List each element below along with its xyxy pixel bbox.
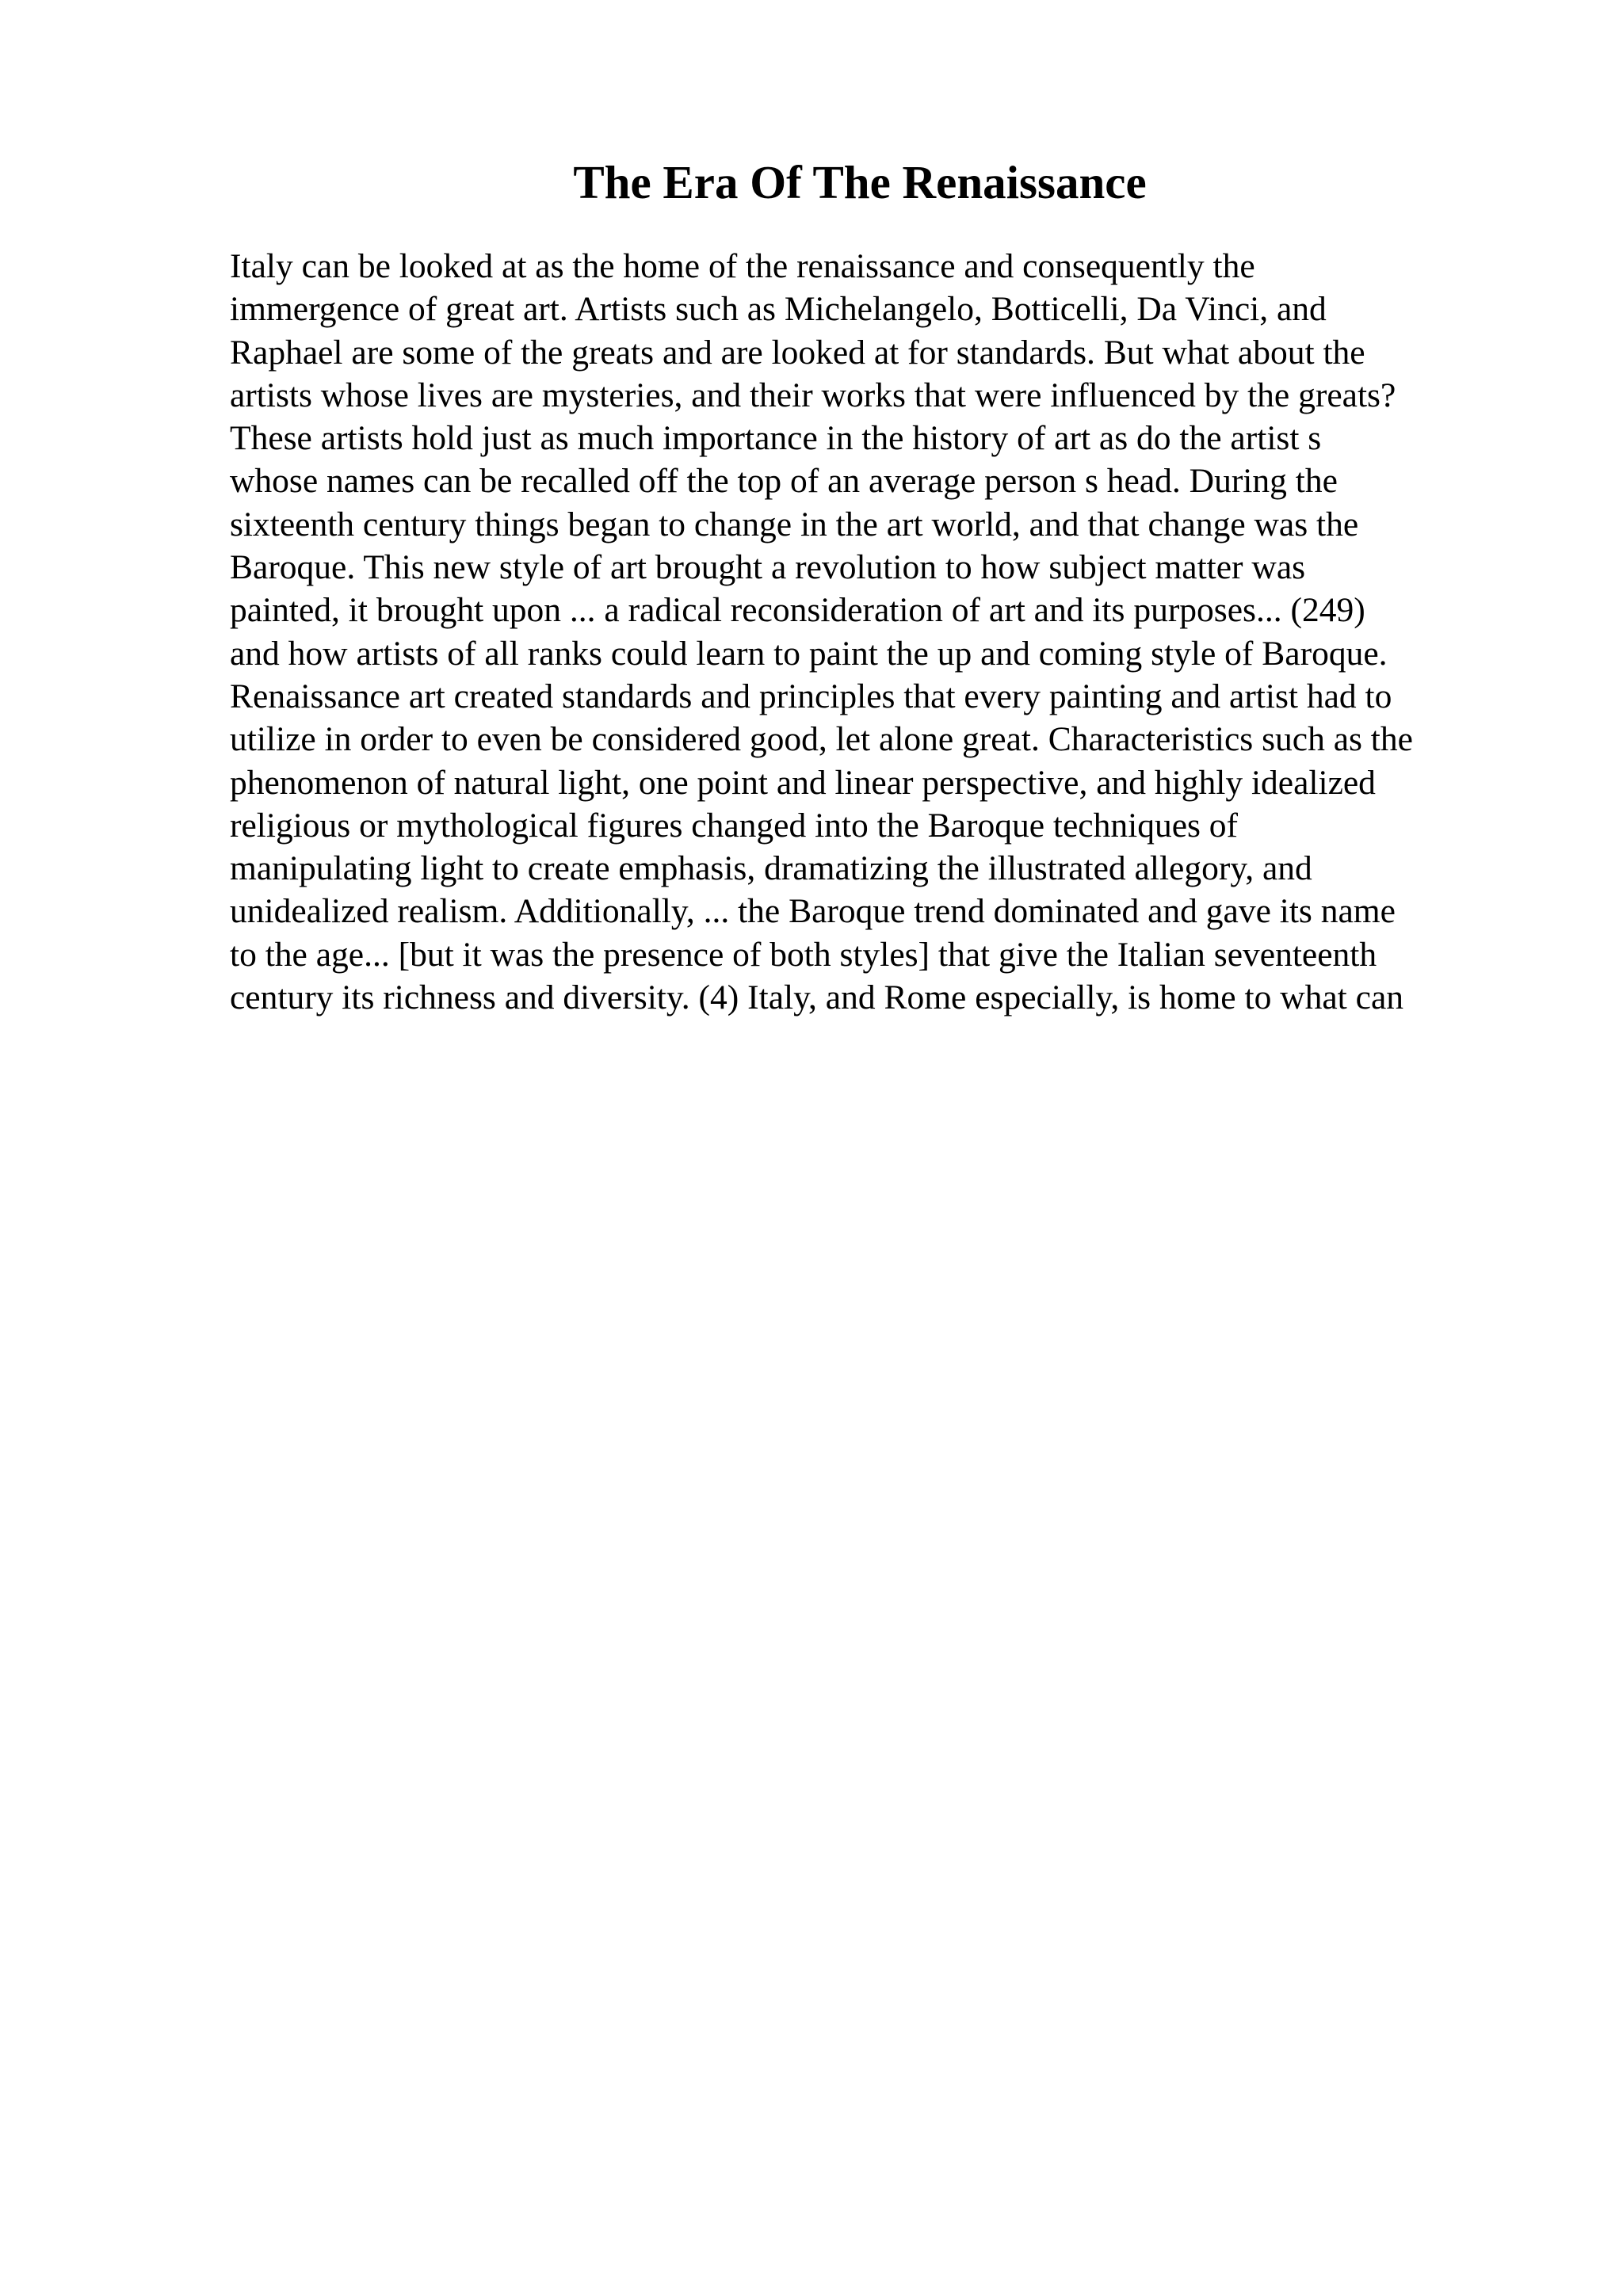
- text-line: utilize in order to even be considered good, let alone great. Characteristics such as the: [230, 720, 1413, 759]
- text-line: whose names can be recalled off the top of an average person s head. During the: [230, 462, 1338, 501]
- document-title: The Era Of The Renaissance: [573, 156, 1147, 208]
- text-line: religious or mythological figures changed into the Baroque techniques of: [230, 806, 1239, 845]
- text-line: manipulating light to create emphasis, dramatizing the illustrated allegory, and: [230, 849, 1312, 888]
- text-line: century its richness and diversity. (4) Italy, and Rome especially, is home to what can: [230, 978, 1403, 1017]
- text-line: immergence of great art. Artists such as Michelangelo, Botticelli, Da Vinci, and: [230, 290, 1327, 329]
- text-line: unidealized realism. Additionally, ... the Baroque trend dominated and gave its name: [230, 892, 1396, 931]
- text-line: phenomenon of natural light, one point and linear perspective, and highly idealized: [230, 763, 1376, 802]
- text-line: Raphael are some of the greats and are looked at for standards. But what about the: [230, 333, 1365, 372]
- text-line: to the age... [but it was the presence of both styles] that give the Italian seventeenth: [230, 935, 1377, 974]
- text-line: sixteenth century things began to change in the art world, and that change was the: [230, 505, 1359, 543]
- text-line: artists whose lives are mysteries, and their works that were influenced by the greats?: [230, 376, 1396, 414]
- body-paragraph: [230, 245, 1593, 1019]
- text-line: Baroque. This new style of art brought a revolution to how subject matter was: [230, 548, 1306, 587]
- text-line: painted, it brought upon ... a radical reconsideration of art and its purposes... (249): [230, 591, 1365, 630]
- text-line: and how artists of all ranks could learn to paint the up and coming style of Baroque.: [230, 634, 1388, 673]
- text-line: Italy can be looked at as the home of the renaissance and consequently the: [230, 247, 1255, 285]
- text-line: These artists hold just as much importance in the history of art as do the artist s: [230, 419, 1322, 458]
- text-line: Renaissance art created standards and principles that every painting and artist had to: [230, 677, 1392, 715]
